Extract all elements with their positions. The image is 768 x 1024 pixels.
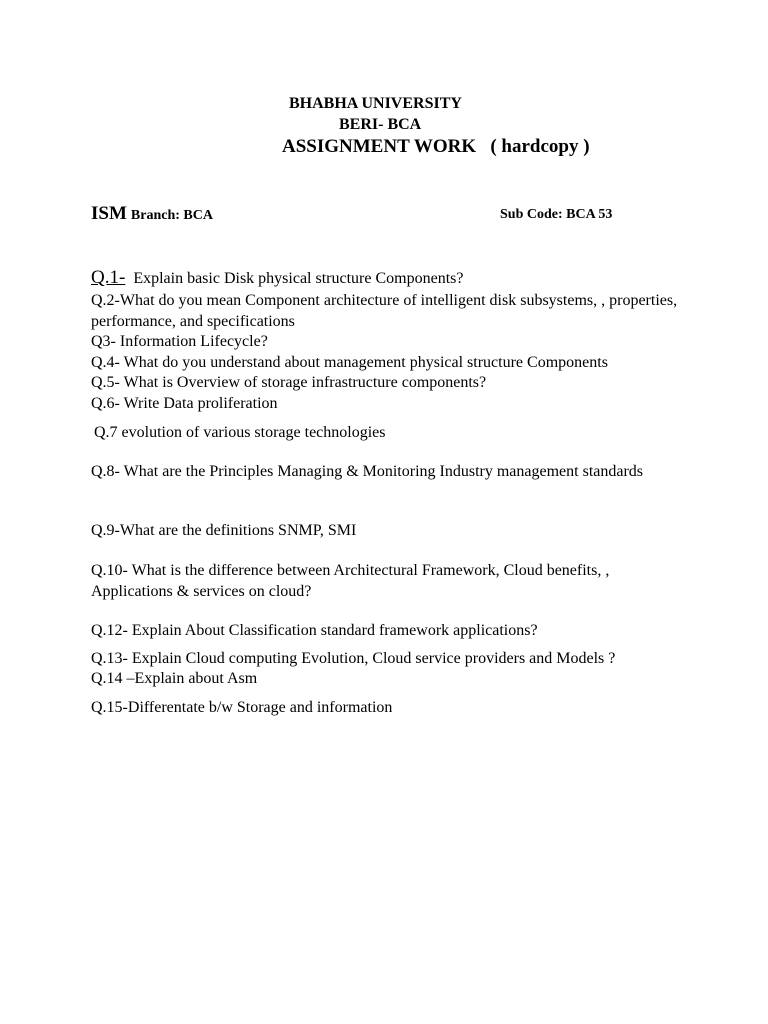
question-4: Q.4- What do you understand about management physical structure Components bbox=[91, 354, 608, 371]
question-9: Q.9-What are the definitions SNMP, SMI bbox=[91, 522, 357, 539]
branch-label: Branch: BCA bbox=[130, 208, 213, 223]
question-12: Q.12- Explain About Classification standard framework applications? bbox=[91, 622, 538, 639]
question-1-text: Explain basic Disk physical structure Components? bbox=[125, 270, 464, 287]
question-8: Q.8- What are the Principles Managing & Monitoring Industry management standards bbox=[91, 463, 644, 480]
course-name: BERI- BCA bbox=[339, 116, 422, 133]
question-3: Q3- Information Lifecycle? bbox=[91, 333, 268, 350]
subject-name: ISM bbox=[91, 203, 127, 224]
assignment-title: ASSIGNMENT WORK ( hardcopy ) bbox=[282, 136, 590, 157]
question-14: Q.14 –Explain about Asm bbox=[91, 670, 258, 687]
question-7: Q.7 evolution of various storage technologies bbox=[94, 424, 386, 441]
question-6: Q.6- Write Data proliferation bbox=[91, 395, 278, 412]
question-13: Q.13- Explain Cloud computing Evolution, Cloud service providers and Models ? bbox=[91, 650, 616, 667]
subject-line bbox=[91, 202, 213, 228]
question-15: Q.15-Differentate b/w Storage and information bbox=[91, 699, 393, 716]
question-5: Q.5- What is Overview of storage infrastructure components? bbox=[91, 374, 487, 391]
question-10: Q.10- What is the difference between Architectural Framework, Cloud benefits, , Applications & services on cloud? bbox=[91, 562, 610, 600]
sub-code: Sub Code: BCA 53 bbox=[500, 207, 613, 222]
university-name: BHABHA UNIVERSITY bbox=[289, 95, 462, 112]
question-1-label: Q.1- bbox=[91, 267, 126, 288]
question-2: Q.2-What do you mean Component architecture of intelligent disk subsystems, , properties, performance, and specifications bbox=[91, 292, 678, 330]
question-1 bbox=[91, 268, 463, 290]
